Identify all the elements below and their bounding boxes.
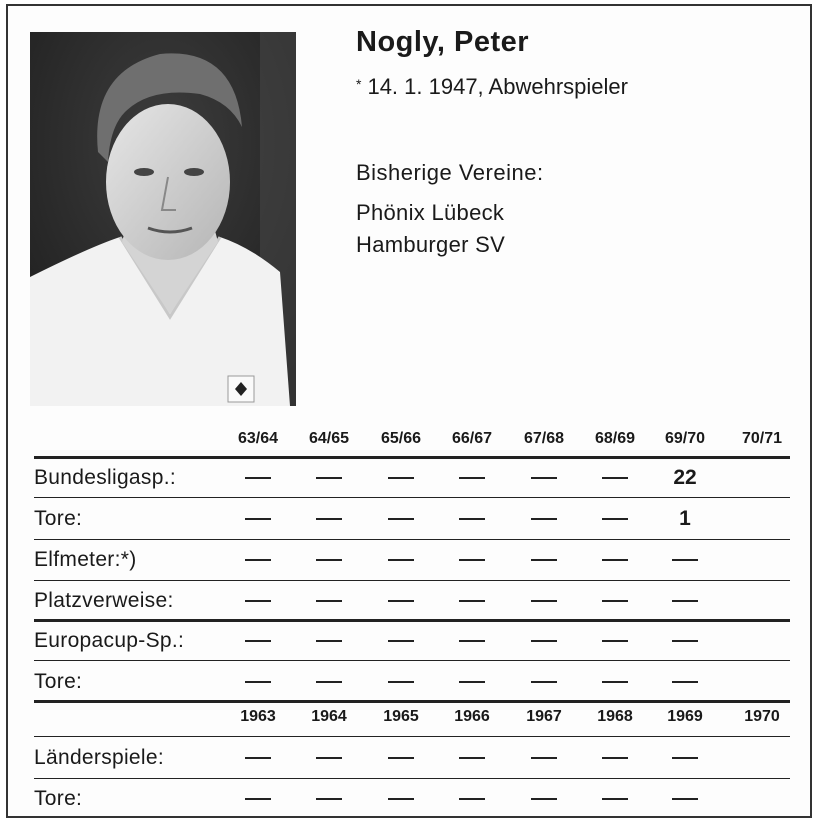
stat-cell [223, 548, 293, 572]
column-header: 64/65 [308, 430, 350, 447]
birth-info: 14. 1. 1947, Abwehrspieler [367, 74, 628, 99]
dash-mark [531, 518, 557, 520]
stat-cell [509, 507, 579, 531]
row-label: Tore: [34, 787, 83, 810]
dash-mark [459, 559, 485, 561]
stat-cell [223, 670, 293, 694]
stat-cell [650, 589, 720, 613]
dash-mark [602, 477, 628, 479]
dash-mark [316, 518, 342, 520]
stat-cell [437, 787, 507, 811]
stat-cell [437, 670, 507, 694]
table-rule [34, 497, 790, 498]
stat-cell [580, 787, 650, 811]
dash-mark [602, 798, 628, 800]
stat-cell [509, 548, 579, 572]
stat-cell [580, 629, 650, 653]
stat-cell [650, 787, 720, 811]
club-item: Hamburger SV [356, 232, 506, 257]
stat-cell [366, 670, 436, 694]
row-label: Europacup-Sp.: [34, 629, 185, 652]
stat-cell [437, 466, 507, 490]
birth-marker: * [356, 76, 362, 92]
table-rule [34, 456, 790, 459]
dash-mark [459, 798, 485, 800]
dash-mark [245, 559, 271, 561]
stat-cell [294, 629, 364, 653]
column-header: 68/69 [594, 430, 636, 447]
dash-mark [245, 518, 271, 520]
row-label: Bundesligasp.: [34, 466, 176, 489]
stat-cell [294, 787, 364, 811]
stat-cell [509, 670, 579, 694]
dash-mark [672, 559, 698, 561]
dash-mark [245, 600, 271, 602]
table-rule [34, 660, 790, 661]
stat-cell [294, 466, 364, 490]
stat-cell [437, 507, 507, 531]
dash-mark [672, 681, 698, 683]
dash-mark [245, 477, 271, 479]
dash-mark [602, 559, 628, 561]
stat-cell [223, 746, 293, 770]
table-rule [34, 580, 790, 581]
dash-mark [316, 640, 342, 642]
column-header: 1970 [744, 708, 780, 725]
column-header: 70/71 [741, 430, 783, 447]
dash-mark [602, 757, 628, 759]
dash-mark [245, 798, 271, 800]
stat-cell [366, 589, 436, 613]
stat-cell [294, 507, 364, 531]
stat-cell [509, 629, 579, 653]
stat-cell [509, 466, 579, 490]
player-name: Nogly, Peter [356, 26, 530, 58]
stat-cell [650, 746, 720, 770]
stat-cell [650, 548, 720, 572]
stat-cell: 22 [673, 466, 697, 489]
dash-mark [245, 757, 271, 759]
dash-mark [245, 640, 271, 642]
stat-cell [509, 589, 579, 613]
dash-mark [602, 600, 628, 602]
table-rule [34, 700, 790, 703]
portrait-image [30, 32, 296, 406]
table-rule [34, 619, 790, 622]
dash-mark [316, 798, 342, 800]
dash-mark [531, 757, 557, 759]
stat-cell [650, 629, 720, 653]
column-header: 1967 [526, 708, 562, 725]
table-rule [34, 736, 790, 737]
stat-cell [437, 629, 507, 653]
stat-cell [580, 466, 650, 490]
row-label: Tore: [34, 670, 83, 693]
stat-cell: 1 [679, 507, 691, 530]
dash-mark [602, 640, 628, 642]
column-header: 1966 [454, 708, 490, 725]
player-photo [30, 32, 296, 406]
dash-mark [602, 518, 628, 520]
dash-mark [531, 681, 557, 683]
dash-mark [672, 757, 698, 759]
dash-mark [531, 477, 557, 479]
dash-mark [388, 477, 414, 479]
stat-cell [580, 548, 650, 572]
dash-mark [459, 757, 485, 759]
dash-mark [316, 757, 342, 759]
column-header: 69/70 [664, 430, 706, 447]
dash-mark [388, 518, 414, 520]
column-header: 1963 [240, 708, 276, 725]
birth-info-line [356, 74, 628, 100]
stat-cell [366, 548, 436, 572]
stat-cell [437, 548, 507, 572]
stat-cell [366, 746, 436, 770]
stat-cell [223, 589, 293, 613]
dash-mark [388, 640, 414, 642]
stat-cell [294, 589, 364, 613]
dash-mark [459, 600, 485, 602]
column-header: 63/64 [237, 430, 279, 447]
dash-mark [316, 600, 342, 602]
dash-mark [388, 798, 414, 800]
stat-cell [580, 746, 650, 770]
dash-mark [388, 600, 414, 602]
stat-cell [223, 466, 293, 490]
stat-cell [509, 787, 579, 811]
table-rule [34, 539, 790, 540]
dash-mark [388, 757, 414, 759]
stat-cell [509, 746, 579, 770]
stat-cell [366, 629, 436, 653]
stat-cell [366, 787, 436, 811]
table-rule [34, 778, 790, 779]
dash-mark [672, 798, 698, 800]
dash-mark [316, 681, 342, 683]
club-item: Phönix Lübeck [356, 200, 505, 225]
dash-mark [459, 477, 485, 479]
dash-mark [245, 681, 271, 683]
dash-mark [672, 600, 698, 602]
dash-mark [531, 798, 557, 800]
dash-mark [388, 681, 414, 683]
column-header: 1969 [667, 708, 703, 725]
dash-mark [316, 559, 342, 561]
column-header: 67/68 [523, 430, 565, 447]
dash-mark [459, 518, 485, 520]
dash-mark [672, 640, 698, 642]
dash-mark [316, 477, 342, 479]
stat-cell [294, 670, 364, 694]
column-header: 1964 [311, 708, 347, 725]
column-header: 1965 [383, 708, 419, 725]
column-header: 66/67 [451, 430, 493, 447]
stat-cell [580, 589, 650, 613]
dash-mark [388, 559, 414, 561]
stat-cell [437, 589, 507, 613]
row-label: Tore: [34, 507, 83, 530]
stat-cell [580, 670, 650, 694]
stat-cell [223, 629, 293, 653]
stat-cell [223, 787, 293, 811]
column-header: 65/66 [380, 430, 422, 447]
dash-mark [459, 681, 485, 683]
stat-cell [294, 548, 364, 572]
row-label: Elfmeter:*) [34, 548, 137, 571]
stat-cell [294, 746, 364, 770]
stat-cell [223, 507, 293, 531]
row-label: Länderspiele: [34, 746, 164, 769]
dash-mark [459, 640, 485, 642]
previous-clubs-label: Bisherige Vereine: [356, 160, 544, 185]
dash-mark [602, 681, 628, 683]
row-label: Platzverweise: [34, 589, 174, 612]
dash-mark [531, 559, 557, 561]
dash-mark [531, 600, 557, 602]
stat-cell [650, 670, 720, 694]
stat-cell [366, 466, 436, 490]
stat-cell [366, 507, 436, 531]
dash-mark [531, 640, 557, 642]
column-header: 1968 [597, 708, 633, 725]
stat-cell [437, 746, 507, 770]
stat-cell [580, 507, 650, 531]
